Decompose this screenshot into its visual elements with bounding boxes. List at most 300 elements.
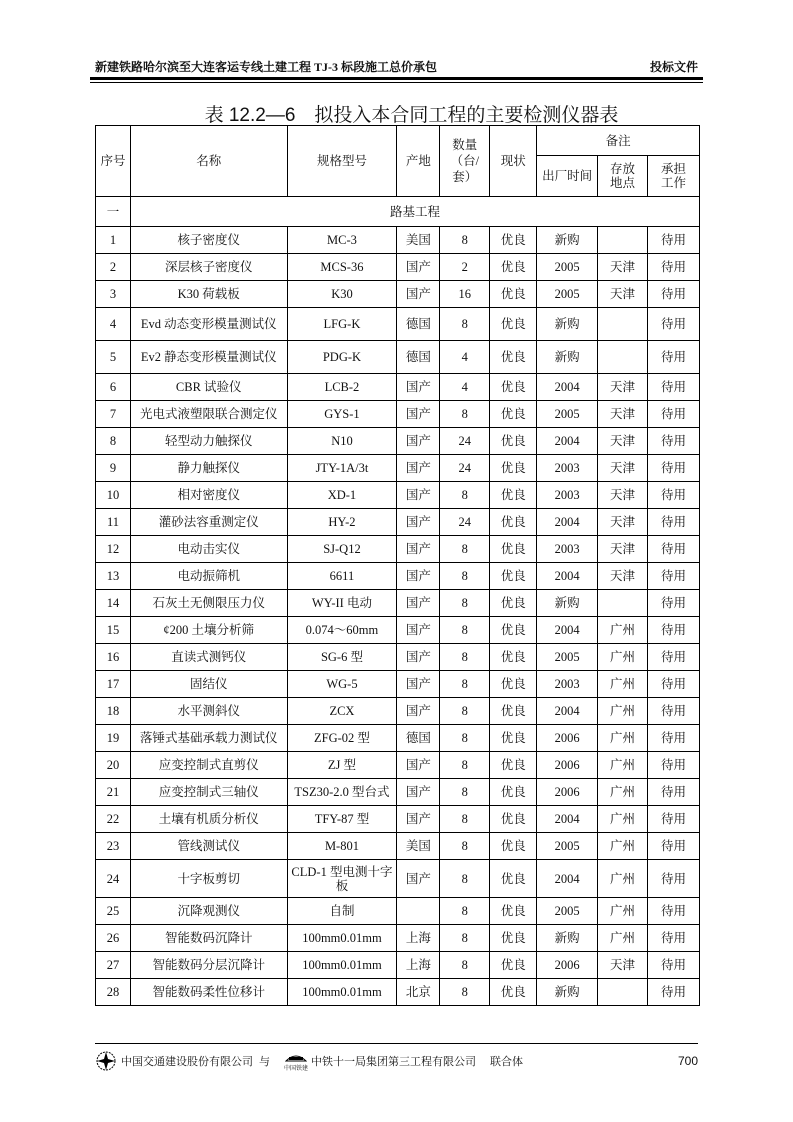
row-location: 广州 <box>598 671 648 698</box>
row-no: 18 <box>96 698 131 725</box>
row-status: 优良 <box>490 952 537 979</box>
row-qty: 8 <box>440 860 490 898</box>
row-duty: 待用 <box>648 833 700 860</box>
table-row <box>96 725 700 752</box>
footer-company2: 中铁十一局集团第三工程有限公司 <box>311 1056 477 1068</box>
table-row <box>96 281 700 308</box>
row-location <box>598 979 648 1006</box>
row-model: 自制 <box>287 898 397 925</box>
row-qty: 8 <box>440 308 490 341</box>
row-origin: 美国 <box>397 227 440 254</box>
row-year: 新购 <box>537 979 598 1006</box>
row-duty: 待用 <box>648 563 700 590</box>
row-location: 天津 <box>598 952 648 979</box>
row-duty: 待用 <box>648 308 700 341</box>
row-model: LCB-2 <box>287 374 397 401</box>
section-no: 一 <box>96 197 131 227</box>
row-status: 优良 <box>490 752 537 779</box>
row-no: 12 <box>96 536 131 563</box>
row-year: 新购 <box>537 590 598 617</box>
col-header-duty: 承担工作 <box>648 156 700 197</box>
row-location: 天津 <box>598 455 648 482</box>
row-location: 天津 <box>598 536 648 563</box>
footer-and: 与 <box>259 1056 270 1068</box>
row-qty: 8 <box>440 898 490 925</box>
row-no: 16 <box>96 644 131 671</box>
row-status: 优良 <box>490 644 537 671</box>
row-qty: 8 <box>440 833 490 860</box>
row-duty: 待用 <box>648 509 700 536</box>
row-origin: 国产 <box>397 617 440 644</box>
row-origin: 德国 <box>397 341 440 374</box>
row-year: 2004 <box>537 563 598 590</box>
row-no: 11 <box>96 509 131 536</box>
row-origin: 德国 <box>397 308 440 341</box>
row-qty: 24 <box>440 455 490 482</box>
row-duty: 待用 <box>648 671 700 698</box>
row-name: 核子密度仪 <box>130 227 287 254</box>
row-origin: 北京 <box>397 979 440 1006</box>
row-year: 2006 <box>537 725 598 752</box>
col-header-origin: 产地 <box>397 126 440 197</box>
row-location: 天津 <box>598 254 648 281</box>
row-qty: 8 <box>440 563 490 590</box>
row-year: 2005 <box>537 898 598 925</box>
row-qty: 8 <box>440 752 490 779</box>
row-origin: 国产 <box>397 254 440 281</box>
row-year: 新购 <box>537 308 598 341</box>
row-name: 相对密度仪 <box>130 482 287 509</box>
row-status: 优良 <box>490 374 537 401</box>
table-title: 表 12.2—6 拟投入本合同工程的主要检测仪器表 <box>204 105 619 126</box>
table-row <box>96 617 700 644</box>
row-no: 28 <box>96 979 131 1006</box>
row-year: 新购 <box>537 925 598 952</box>
row-model: 100mm0.01mm <box>287 952 397 979</box>
row-origin: 国产 <box>397 779 440 806</box>
row-duty: 待用 <box>648 806 700 833</box>
row-year: 2005 <box>537 254 598 281</box>
row-location: 广州 <box>598 752 648 779</box>
row-no: 5 <box>96 341 131 374</box>
row-name: K30 荷载板 <box>130 281 287 308</box>
row-model: 100mm0.01mm <box>287 925 397 952</box>
table-row <box>96 698 700 725</box>
footer-company1: 中国交通建设股份有限公司 <box>121 1056 253 1068</box>
row-year: 2006 <box>537 779 598 806</box>
row-qty: 8 <box>440 644 490 671</box>
table-row <box>96 671 700 698</box>
row-year: 2004 <box>537 509 598 536</box>
row-no: 26 <box>96 925 131 952</box>
row-qty: 8 <box>440 671 490 698</box>
row-model: TSZ30-2.0 型台式 <box>287 779 397 806</box>
row-name: 应变控制式三轴仪 <box>130 779 287 806</box>
row-duty: 待用 <box>648 698 700 725</box>
row-location: 天津 <box>598 563 648 590</box>
row-origin <box>397 898 440 925</box>
row-no: 20 <box>96 752 131 779</box>
row-no: 15 <box>96 617 131 644</box>
table-row <box>96 536 700 563</box>
col-header-model: 规格型号 <box>287 126 397 197</box>
table-row <box>96 590 700 617</box>
row-duty: 待用 <box>648 779 700 806</box>
table-row <box>96 374 700 401</box>
row-duty: 待用 <box>648 898 700 925</box>
table-row <box>96 952 700 979</box>
row-status: 优良 <box>490 227 537 254</box>
row-year: 2004 <box>537 428 598 455</box>
row-location: 天津 <box>598 401 648 428</box>
header-rule-thin <box>90 82 703 83</box>
row-name: 管线测试仪 <box>130 833 287 860</box>
row-year: 2004 <box>537 374 598 401</box>
row-model: 0.074～60mm <box>287 617 397 644</box>
row-duty: 待用 <box>648 374 700 401</box>
header-project-title: 新建铁路哈尔滨至大连客运专线土建工程 TJ-3 标段施工总价承包 <box>95 60 438 74</box>
row-year: 2003 <box>537 455 598 482</box>
row-origin: 德国 <box>397 725 440 752</box>
crcc-logo-icon <box>284 1051 308 1072</box>
col-header-no: 序号 <box>96 126 131 197</box>
row-name: 直读式测钙仪 <box>130 644 287 671</box>
row-origin: 国产 <box>397 563 440 590</box>
row-duty: 待用 <box>648 428 700 455</box>
row-year: 新购 <box>537 227 598 254</box>
header-rule <box>90 77 703 80</box>
row-origin: 国产 <box>397 806 440 833</box>
row-year: 2006 <box>537 752 598 779</box>
row-status: 优良 <box>490 806 537 833</box>
row-year: 2004 <box>537 806 598 833</box>
row-location: 天津 <box>598 482 648 509</box>
table-row <box>96 428 700 455</box>
row-origin: 国产 <box>397 455 440 482</box>
row-year: 2006 <box>537 952 598 979</box>
row-no: 22 <box>96 806 131 833</box>
row-model: ZCX <box>287 698 397 725</box>
row-year: 2004 <box>537 617 598 644</box>
row-status: 优良 <box>490 401 537 428</box>
row-model: MC-3 <box>287 227 397 254</box>
row-no: 24 <box>96 860 131 898</box>
row-location: 广州 <box>598 617 648 644</box>
row-name: 沉降观测仪 <box>130 898 287 925</box>
table-row <box>96 806 700 833</box>
row-name: 光电式液塑限联合测定仪 <box>130 401 287 428</box>
row-name: 电动击实仪 <box>130 536 287 563</box>
row-model: ZFG-02 型 <box>287 725 397 752</box>
section-label: 路基工程 <box>130 197 699 227</box>
row-model: PDG-K <box>287 341 397 374</box>
table-row <box>96 979 700 1006</box>
row-no: 17 <box>96 671 131 698</box>
row-year: 2005 <box>537 644 598 671</box>
row-origin: 国产 <box>397 671 440 698</box>
row-origin: 国产 <box>397 860 440 898</box>
row-name: 深层核子密度仪 <box>130 254 287 281</box>
row-origin: 美国 <box>397 833 440 860</box>
row-qty: 8 <box>440 979 490 1006</box>
row-origin: 国产 <box>397 281 440 308</box>
row-name: 十字板剪切 <box>130 860 287 898</box>
row-model: GYS-1 <box>287 401 397 428</box>
row-model: MCS-36 <box>287 254 397 281</box>
row-year: 2004 <box>537 698 598 725</box>
col-header-year: 出厂时间 <box>537 156 598 197</box>
instrument-table <box>95 125 700 1006</box>
row-no: 25 <box>96 898 131 925</box>
row-location: 广州 <box>598 779 648 806</box>
row-status: 优良 <box>490 671 537 698</box>
row-name: 静力触探仪 <box>130 455 287 482</box>
row-no: 4 <box>96 308 131 341</box>
row-year: 2005 <box>537 833 598 860</box>
row-no: 21 <box>96 779 131 806</box>
row-name: CBR 试验仪 <box>130 374 287 401</box>
row-model: HY-2 <box>287 509 397 536</box>
table-row <box>96 227 700 254</box>
row-name: 轻型动力触探仪 <box>130 428 287 455</box>
table-row <box>96 563 700 590</box>
row-status: 优良 <box>490 925 537 952</box>
row-status: 优良 <box>490 563 537 590</box>
row-model: SG-6 型 <box>287 644 397 671</box>
row-duty: 待用 <box>648 227 700 254</box>
row-duty: 待用 <box>648 254 700 281</box>
row-origin: 上海 <box>397 952 440 979</box>
table-row <box>96 509 700 536</box>
row-location: 广州 <box>598 860 648 898</box>
table-row <box>96 644 700 671</box>
row-status: 优良 <box>490 617 537 644</box>
row-origin: 国产 <box>397 401 440 428</box>
row-model: TFY-87 型 <box>287 806 397 833</box>
row-year: 2005 <box>537 401 598 428</box>
table-row <box>96 308 700 341</box>
row-qty: 24 <box>440 428 490 455</box>
row-no: 10 <box>96 482 131 509</box>
row-name: 石灰土无侧限压力仪 <box>130 590 287 617</box>
row-location: 广州 <box>598 644 648 671</box>
row-location: 广州 <box>598 925 648 952</box>
row-status: 优良 <box>490 281 537 308</box>
table-row <box>96 898 700 925</box>
col-header-status: 现状 <box>490 126 537 197</box>
row-location: 天津 <box>598 374 648 401</box>
row-model: WG-5 <box>287 671 397 698</box>
row-year: 2004 <box>537 860 598 898</box>
row-qty: 8 <box>440 401 490 428</box>
row-no: 1 <box>96 227 131 254</box>
table-row <box>96 341 700 374</box>
row-name: 灌砂法容重测定仪 <box>130 509 287 536</box>
row-origin: 国产 <box>397 536 440 563</box>
row-no: 23 <box>96 833 131 860</box>
row-qty: 8 <box>440 227 490 254</box>
row-model: CLD-1 型电测十字板 <box>287 860 397 898</box>
row-name: ¢200 土壤分析筛 <box>130 617 287 644</box>
row-name: 智能数码沉降计 <box>130 925 287 952</box>
row-duty: 待用 <box>648 590 700 617</box>
row-year: 2003 <box>537 536 598 563</box>
table-row <box>96 254 700 281</box>
row-qty: 8 <box>440 590 490 617</box>
row-duty: 待用 <box>648 644 700 671</box>
row-status: 优良 <box>490 833 537 860</box>
row-qty: 8 <box>440 925 490 952</box>
row-no: 7 <box>96 401 131 428</box>
table-row <box>96 752 700 779</box>
row-duty: 待用 <box>648 401 700 428</box>
row-location <box>598 308 648 341</box>
row-no: 19 <box>96 725 131 752</box>
row-location: 天津 <box>598 509 648 536</box>
row-qty: 8 <box>440 617 490 644</box>
row-status: 优良 <box>490 428 537 455</box>
row-status: 优良 <box>490 254 537 281</box>
row-status: 优良 <box>490 509 537 536</box>
row-name: Ev2 静态变形模量测试仪 <box>130 341 287 374</box>
row-qty: 16 <box>440 281 490 308</box>
row-status: 优良 <box>490 536 537 563</box>
row-no: 6 <box>96 374 131 401</box>
row-status: 优良 <box>490 482 537 509</box>
row-qty: 8 <box>440 725 490 752</box>
footer-logo2-text: 中国铁建 <box>284 1065 309 1072</box>
row-no: 3 <box>96 281 131 308</box>
row-duty: 待用 <box>648 536 700 563</box>
row-location <box>598 227 648 254</box>
row-duty: 待用 <box>648 952 700 979</box>
row-model: WY-II 电动 <box>287 590 397 617</box>
row-qty: 8 <box>440 698 490 725</box>
row-origin: 国产 <box>397 644 440 671</box>
page-number: 700 <box>677 1054 698 1068</box>
row-origin: 国产 <box>397 752 440 779</box>
row-location <box>598 590 648 617</box>
row-status: 优良 <box>490 725 537 752</box>
row-origin: 国产 <box>397 509 440 536</box>
row-qty: 8 <box>440 952 490 979</box>
row-duty: 待用 <box>648 482 700 509</box>
row-origin: 国产 <box>397 428 440 455</box>
row-model: 6611 <box>287 563 397 590</box>
row-model: 100mm0.01mm <box>287 979 397 1006</box>
col-header-remarks: 备注 <box>537 126 700 156</box>
row-location <box>598 341 648 374</box>
row-name: 电动振筛机 <box>130 563 287 590</box>
row-name: 智能数码分层沉降计 <box>130 952 287 979</box>
row-origin: 上海 <box>397 925 440 952</box>
table-row <box>96 401 700 428</box>
row-status: 优良 <box>490 698 537 725</box>
row-status: 优良 <box>490 898 537 925</box>
row-origin: 国产 <box>397 482 440 509</box>
table-row <box>96 925 700 952</box>
row-status: 优良 <box>490 341 537 374</box>
page-footer <box>95 1050 698 1072</box>
row-qty: 8 <box>440 536 490 563</box>
row-model: SJ-Q12 <box>287 536 397 563</box>
row-duty: 待用 <box>648 979 700 1006</box>
row-model: M-801 <box>287 833 397 860</box>
footer-rule <box>95 1043 698 1044</box>
row-status: 优良 <box>490 779 537 806</box>
table-row <box>96 455 700 482</box>
row-location: 天津 <box>598 428 648 455</box>
row-qty: 4 <box>440 374 490 401</box>
row-origin: 国产 <box>397 374 440 401</box>
row-status: 优良 <box>490 308 537 341</box>
table-row <box>96 860 700 898</box>
row-qty: 4 <box>440 341 490 374</box>
row-model: K30 <box>287 281 397 308</box>
row-name: 土壤有机质分析仪 <box>130 806 287 833</box>
row-qty: 8 <box>440 806 490 833</box>
table-row <box>96 833 700 860</box>
row-qty: 2 <box>440 254 490 281</box>
row-no: 8 <box>96 428 131 455</box>
row-model: JTY-1A/3t <box>287 455 397 482</box>
table-row <box>96 779 700 806</box>
row-name: 智能数码柔性位移计 <box>130 979 287 1006</box>
col-header-name: 名称 <box>130 126 287 197</box>
row-year: 2005 <box>537 281 598 308</box>
row-duty: 待用 <box>648 860 700 898</box>
row-location: 广州 <box>598 698 648 725</box>
row-duty: 待用 <box>648 281 700 308</box>
row-status: 优良 <box>490 860 537 898</box>
row-no: 13 <box>96 563 131 590</box>
row-status: 优良 <box>490 590 537 617</box>
row-duty: 待用 <box>648 752 700 779</box>
header-doc-type: 投标文件 <box>649 60 698 74</box>
row-model: LFG-K <box>287 308 397 341</box>
row-duty: 待用 <box>648 455 700 482</box>
row-duty: 待用 <box>648 617 700 644</box>
row-duty: 待用 <box>648 725 700 752</box>
page-header <box>95 58 698 75</box>
row-location: 广州 <box>598 725 648 752</box>
row-name: 应变控制式直剪仪 <box>130 752 287 779</box>
row-model: N10 <box>287 428 397 455</box>
row-qty: 8 <box>440 779 490 806</box>
cccc-logo-icon <box>95 1050 117 1072</box>
row-status: 优良 <box>490 979 537 1006</box>
row-model: XD-1 <box>287 482 397 509</box>
row-name: 固结仪 <box>130 671 287 698</box>
col-header-qty: 数量（台/套） <box>440 126 490 197</box>
row-origin: 国产 <box>397 698 440 725</box>
row-name: Evd 动态变形模量测试仪 <box>130 308 287 341</box>
row-qty: 8 <box>440 482 490 509</box>
row-name: 落锤式基础承载力测试仪 <box>130 725 287 752</box>
row-year: 2003 <box>537 482 598 509</box>
row-no: 9 <box>96 455 131 482</box>
row-status: 优良 <box>490 455 537 482</box>
row-year: 新购 <box>537 341 598 374</box>
row-year: 2003 <box>537 671 598 698</box>
row-location: 广州 <box>598 898 648 925</box>
row-no: 2 <box>96 254 131 281</box>
row-no: 27 <box>96 952 131 979</box>
row-location: 广州 <box>598 833 648 860</box>
row-qty: 24 <box>440 509 490 536</box>
row-location: 广州 <box>598 806 648 833</box>
row-model: ZJ 型 <box>287 752 397 779</box>
